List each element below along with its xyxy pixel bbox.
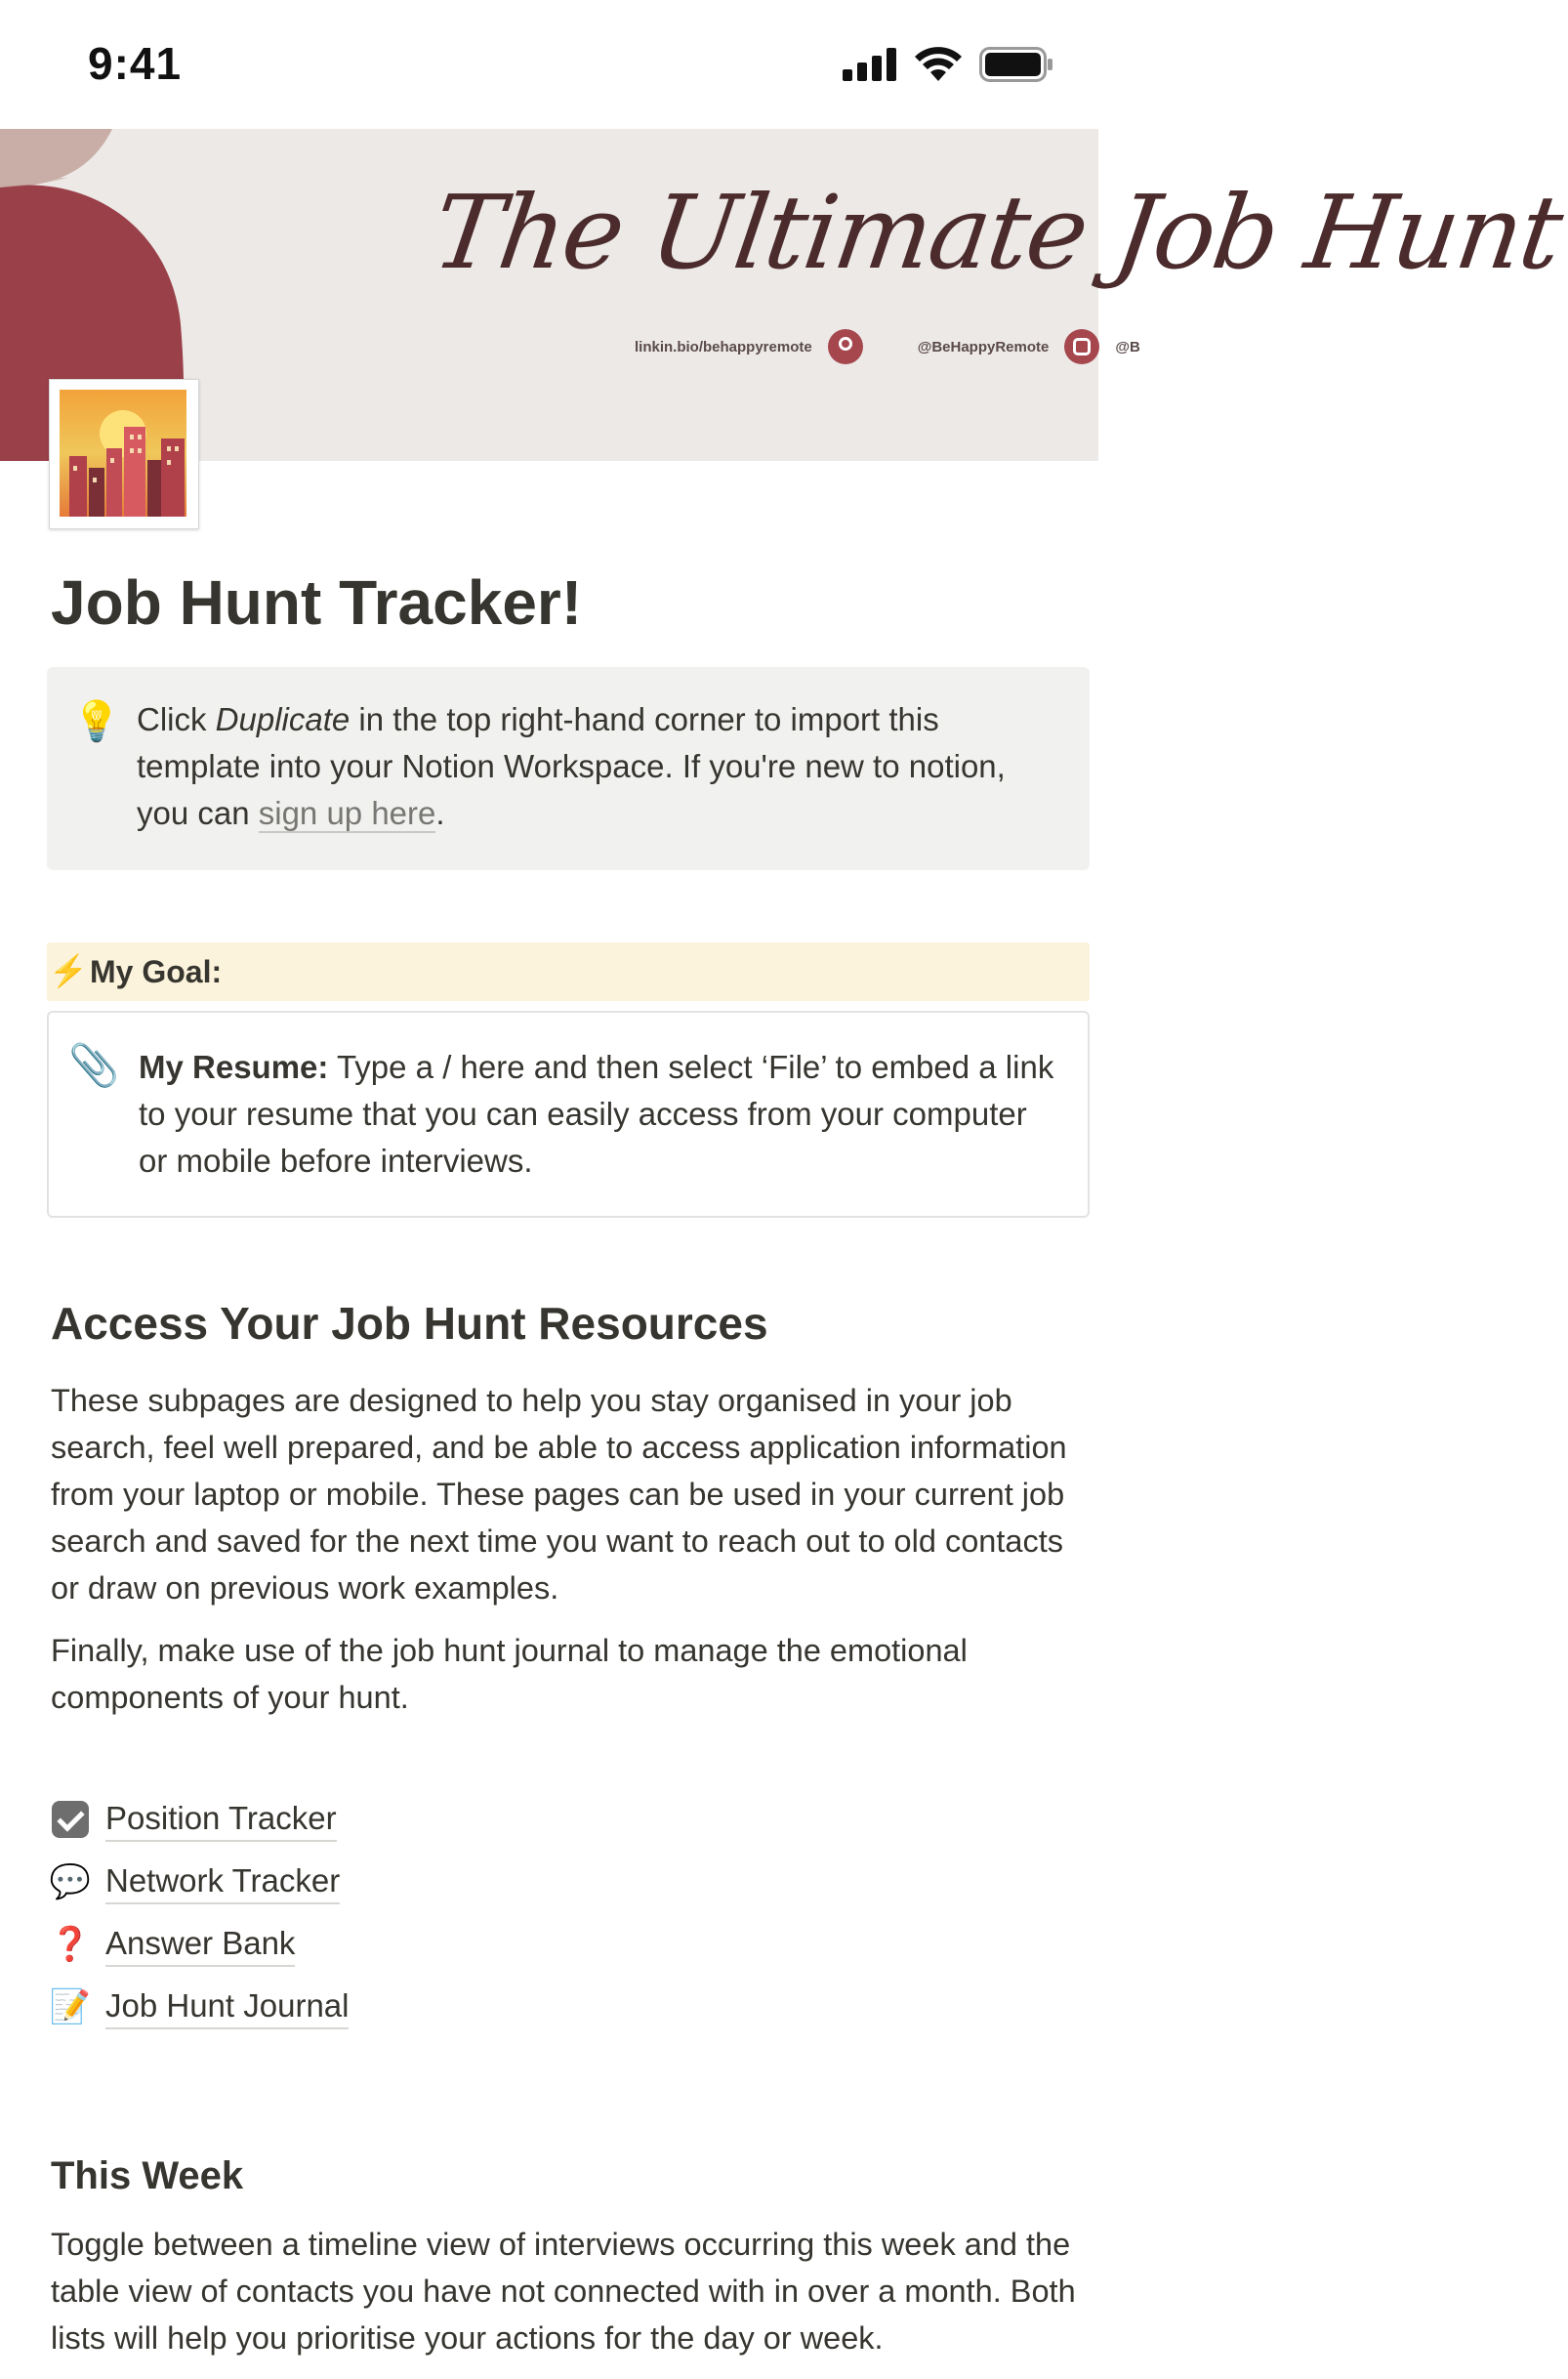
sunrise-city-icon [50, 380, 196, 526]
callout-text-before: Click [137, 701, 216, 737]
cover-handle: @BeHappyRemote [917, 338, 1050, 355]
resources-paragraph-1: These subpages are designed to help you stay organised in your job search, feel well prepared, and be able to access application information from your laptop or mobile. These pages can be used in your current job search and saved for the next time you want to reach out to old contacts or draw on previous work examples. [51, 1383, 1067, 1606]
lightbulb-icon: 💡 [72, 700, 121, 743]
lightning-icon: ⚡ [49, 953, 88, 988]
question-mark-icon: ❓ [49, 1925, 92, 1964]
this-week-paragraph: Toggle between a timeline view of interviews occurring this week and the table view of contacts you have not connected with in over a month. Both lists will help you prioritise your actions for the day or week. [51, 2227, 1076, 2356]
link-position-tracker[interactable] [51, 1795, 337, 1844]
link-network-tracker[interactable] [51, 1857, 340, 1906]
battery-icon [979, 47, 1053, 82]
resume-bold-label: My Resume: [139, 1049, 329, 1085]
callout-text-italic: Duplicate [215, 701, 351, 737]
memo-icon: 📝 [49, 1988, 92, 2025]
sign-up-link[interactable]: sign up here [258, 795, 436, 831]
link-job-hunt-journal[interactable] [51, 1982, 349, 2031]
paperclip-icon: 📎 [68, 1042, 120, 1088]
instagram-icon [1064, 329, 1099, 364]
resume-text [139, 1044, 1056, 1185]
duplicate-callout [47, 667, 1090, 870]
cover-social-links [635, 329, 1140, 364]
page-icon-sunrise-city[interactable] [49, 379, 199, 529]
page-title: Job Hunt Tracker! [51, 567, 583, 638]
status-bar [0, 0, 1098, 129]
goal-block[interactable] [47, 942, 1090, 1001]
status-icons [843, 47, 1053, 82]
link-label: Job Hunt Journal [105, 1984, 349, 2029]
callout-text [137, 696, 1054, 837]
cellular-signal-icon [843, 48, 897, 81]
resources-heading: Access Your Job Hunt Resources [51, 1298, 768, 1349]
callout-text-after: in the top right-hand corner to import this template into your Notion Workspace. If you're new to notion, you can [137, 701, 1006, 831]
cover-handle-partial: @B [1115, 338, 1140, 355]
link-label: Answer Bank [105, 1922, 295, 1967]
callout-text-end: . [435, 795, 445, 831]
link-answer-bank[interactable] [51, 1920, 295, 1969]
location-pin-icon [828, 329, 863, 364]
link-label: Position Tracker [105, 1797, 337, 1842]
resources-paragraph-2: Finally, make use of the job hunt journal to manage the emotional components of your hunt. [51, 1633, 968, 1715]
cover-title: The Ultimate Job Hunt [426, 173, 1568, 292]
this-week-heading: This Week [51, 2154, 244, 2197]
goal-label: My Goal: [90, 954, 223, 989]
resume-callout [47, 1011, 1090, 1218]
wifi-icon [915, 48, 962, 81]
speech-bubble-icon: 💬 [49, 1863, 92, 1900]
cover-link-text: linkin.bio/behappyremote [635, 338, 812, 355]
link-label: Network Tracker [105, 1859, 340, 1904]
resume-description: Type a / here and then select ‘File’ to embed a link to your resume that you can easily access from your computer or mobile before interviews. [139, 1049, 1054, 1179]
checkbox-icon [51, 1800, 90, 1839]
status-time: 9:41 [88, 38, 183, 89]
